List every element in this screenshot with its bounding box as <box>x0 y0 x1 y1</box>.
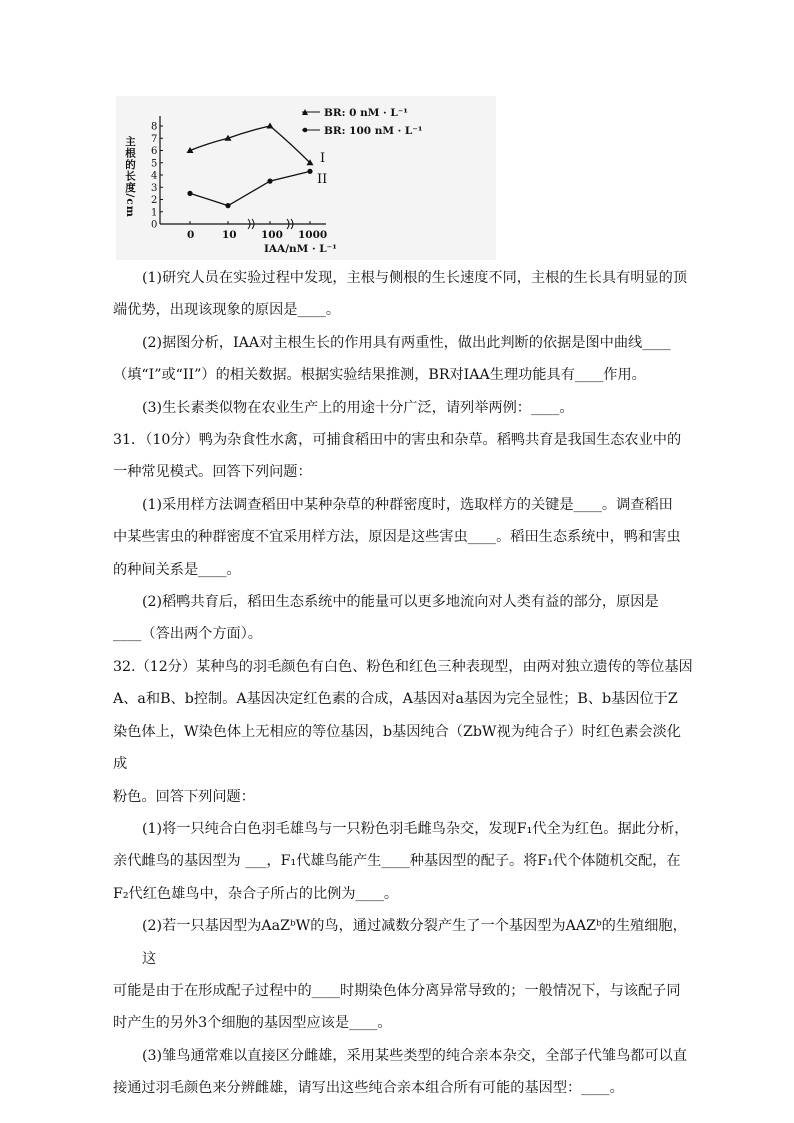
curve-label-2: II <box>317 172 328 187</box>
text-line: F₂代红色雄鸟中，杂合子所占的比例为____。 <box>113 885 399 902</box>
y-tick-label: 4 <box>151 170 158 182</box>
text-line: (1)研究人员在实验过程中发现，主根与侧根的生长速度不同，主根的生长具有明显的顶 <box>142 270 688 286</box>
x-axis-label: IAA/nM · L⁻¹ <box>264 243 337 255</box>
text-line: (3)生长素类似物在农业生产上的用途十分广泛，请列举两例：____。 <box>142 399 574 416</box>
question-31-title: 31．（10分）鸭为杂食性水禽，可捕食稻田中的害虫和杂草。稻鸭共育是我国生态农业中的 <box>113 432 682 449</box>
data-point-circle <box>225 203 230 208</box>
series-line-2 <box>190 171 310 205</box>
text-line: （填“I”或“II”）的相关数据。根据实验结果推测，BR对IAA生理功能具有____作用。 <box>113 367 646 384</box>
y-tick-label: 0 <box>151 219 158 231</box>
root-length-chart <box>116 96 496 260</box>
text-line: 一种常见模式。回答下列问题： <box>113 464 312 481</box>
x-tick-label: 100 <box>261 229 283 241</box>
data-point-circle <box>307 169 312 174</box>
legend-item-1: BR: 0 nM · L⁻¹ <box>324 107 408 119</box>
text-line: ____（答出两个方面）。 <box>113 626 262 643</box>
text-line: 亲代雌鸟的基因型为 ___，F₁代雄鸟能产生____种基因型的配子。将F₁代个体随机交配，在 <box>113 853 681 870</box>
y-tick-label: 3 <box>151 182 158 194</box>
text-line: 中某些害虫的种群密度不宜采用样方法，原因是这些害虫____。稻田生态系统中，鸭和害虫 <box>113 529 681 546</box>
text-line: 端优势，出现该现象的原因是____。 <box>113 302 341 319</box>
legend-item-2: BR: 100 nM · L⁻¹ <box>324 125 423 137</box>
question-32-title: 32.（12分）某种鸟的羽毛颜色有白色、粉色和红色三种表现型，由两对独立遗传的等位基因 <box>113 658 693 675</box>
data-point-circle <box>267 179 272 184</box>
y-tick-label: 8 <box>151 121 158 133</box>
text-line: (2)稻鸭共育后，稻田生态系统中的能量可以更多地流向对人类有益的部分，原因是 <box>142 594 659 611</box>
text-line: (2)据图分析，IAA对主根生长的作用具有两重性，做出此判断的依据是图中曲线____ <box>142 334 671 351</box>
text-line: 粉色。回答下列问题： <box>113 788 255 805</box>
text-line: (3)雏鸟通常难以直接区分雌雄，采用某些类型的纯合亲本杂交，全部子代雏鸟都可以直 <box>142 1047 688 1064</box>
y-tick-label: 5 <box>151 158 158 170</box>
text-line: (1)采用样方法调查稻田中某种杂草的种群密度时，选取样方的关键是____。调查稻田 <box>142 496 673 513</box>
text-line: 时产生的另外3个细胞的基因型应该是____。 <box>113 1015 392 1032</box>
legend-circle-marker <box>303 128 308 133</box>
series-line-1 <box>190 126 310 163</box>
legend <box>302 107 422 137</box>
text-line: 接通过羽毛颜色来分辨雌雄，请写出这些纯合亲本组合所有可能的基因型：____。 <box>113 1080 624 1097</box>
y-axis-label: 主根的长度/cm <box>124 136 136 218</box>
curve-label-1: I <box>320 151 326 166</box>
y-tick-label: 1 <box>151 207 158 219</box>
x-tick-label: 0 <box>187 229 195 241</box>
text-line: 的种间关系是____。 <box>113 561 241 578</box>
x-tick-label: 1000 <box>298 229 328 241</box>
text-line: (2)若一只基因型为AaZᵇW的鸟，通过减数分裂产生了一个基因型为AAZᵇ的生殖细胞，这 <box>142 918 687 967</box>
question-text <box>113 262 693 1105</box>
y-tick-label: 2 <box>151 195 158 206</box>
text-line: 染色体上，W染色体上无相应的等位基因，b基因纯合（ZbW视为纯合子）时红色素会淡化成 <box>113 723 681 773</box>
data-point-triangle <box>267 123 274 129</box>
y-tick-label: 6 <box>151 146 158 157</box>
data-point-circle <box>187 191 192 196</box>
x-tick-label: 10 <box>222 229 237 241</box>
chart-svg <box>116 96 496 260</box>
text-line: 可能是由于在形成配子过程中的____时期染色体分离异常导致的；一般情况下，与该配子同 <box>113 982 681 999</box>
y-tick-label: 7 <box>151 133 158 145</box>
text-line: A、a和B、b控制。A基因决定红色素的合成，A基因对a基因为完全显性；B、b基因位于Z <box>113 691 678 708</box>
text-line: (1)将一只纯合白色羽毛雄鸟与一只粉色羽毛雌鸟杂交，发现F₁代全为红色。据此分析， <box>142 820 689 837</box>
